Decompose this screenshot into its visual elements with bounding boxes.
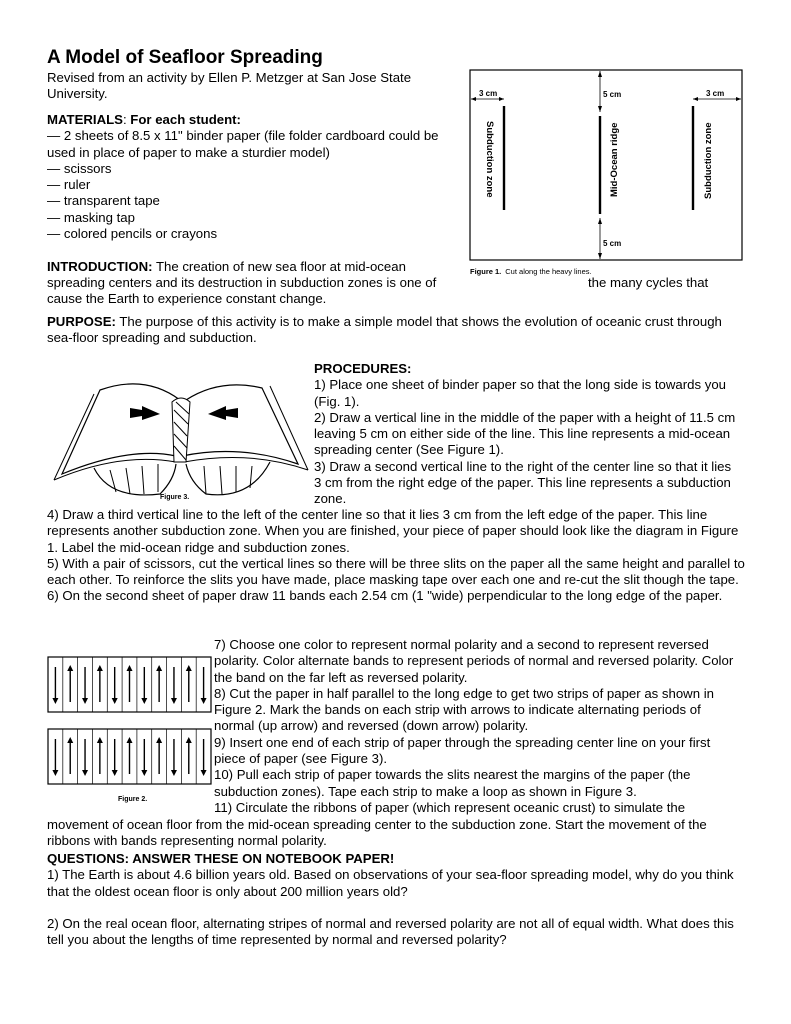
material-item: — ruler [47,177,91,193]
bottom-gap-label: 5 cm [603,239,622,248]
polarity-strip-2 [48,729,211,784]
procedures-right-lower [214,637,744,816]
procedure-step-8: 8) Cut the paper in half parallel to the long edge to get two strips of paper as shown in Figure 2. Mark the bands on each strip with arrows to indicate alternating periods of normal (up arrow) and reversed (down arrow) polarity. [214,685,714,734]
procedure-step-5: 5) With a pair of scissors, cut the vertical lines so there will be three slits on the paper all the same height and parallel to each other. To reinforce the slits you have made, place masking tape over each one and re-cut the slit though the tape. [47,555,745,588]
material-item: — masking tap [47,209,135,225]
page-title: A Model of Seafloor Spreading [47,47,323,68]
purpose-paragraph: PURPOSE: The purpose of this activity is to make a simple model that shows the evolution of oceanic crust through sea-floor spreading and subduction. [47,314,722,346]
introduction-line-4: cause the Earth to experience constant change. [47,291,327,306]
figure-2-caption: Figure 2. [118,796,148,803]
procedure-step-10: 10) Pull each strip of paper towards the slits nearest the margins of the paper (the subduction zones). Tape each strip to make a loop as shown in Figure 3. [214,767,691,799]
material-item: — scissors [47,160,112,176]
figure-2-diagram [47,655,213,790]
procedure-step-3: 3) Draw a second vertical line to the right of the center line so that it lies 3 cm from the right edge of the paper. This line represents a subduction zone. [314,458,732,507]
procedure-step-9: 9) Insert one end of each strip of paper through the spreading center line on your first piece of paper (see Figure 3). [214,734,711,767]
figure-1-caption: Figure 1. Cut along the heavy lines. [470,267,592,276]
introduction-heading: INTRODUCTION: [47,259,153,274]
right-subduction-label: Subduction zone [703,122,714,199]
procedure-step-7: 7) Choose one color to represent normal polarity and a second to represent reversed polarity. Color alternate bands to represent periods of normal and reversed polarity. Color the band on the far left as reversed polarity. [214,637,734,685]
materials-section: MATERIALS: For each student: — 2 sheets of 8.5 x 11" binder paper (file folder cardboard could be used in place of paper to make a sturdier model) — scissors — ruler — transparent tape — masking tap — colored pencils or crayons [47,112,462,242]
procedures-column [314,361,741,508]
procedure-step-11-rest: movement of ocean floor from the mid-ocean spreading center to the subduction zone. Start the movement of the ribbons with bands representing normal polarity. [47,817,707,849]
questions-heading: QUESTIONS: ANSWER THESE ON NOTEBOOK PAPER! [47,851,395,866]
material-item: — colored pencils or crayons [47,226,218,242]
figure-1-diagram [466,66,746,278]
materials-subheading: For each student: [130,112,241,127]
left-width-label: 3 cm [479,89,498,98]
figure-3-caption: Figure 3. [160,494,190,501]
question-2: 2) On the real ocean floor, alternating stripes of normal and reversed polarity are not all of equal width. What does this tell you about the lengths of time represented by normal and reversed polarity? [47,915,734,948]
polarity-strip-1 [48,657,211,712]
materials-heading: MATERIALS [47,112,123,127]
right-width-label: 3 cm [706,89,725,98]
credit-line: Revised from an activity by Ellen P. Metzger at San Jose State University. [47,70,412,102]
procedure-step-1: 1) Place one sheet of binder paper so that the long side is towards you (Fig. 1). [314,377,726,409]
procedure-step-2: 2) Draw a vertical line in the middle of the paper with a height of 11.5 cm leaving 5 cm on either side of the line. This line represents a mid-ocean spreading center (See Figure 1). [314,409,736,458]
procedures-full-width [47,507,747,605]
introduction-line-1: INTRODUCTION: The creation of new sea floor at mid-ocean [47,259,406,274]
question-1: 1) The Earth is about 4.6 billion years old. Based on observations of your sea-floor spreading model, why do you think that the oldest ocean floor is only about 200 million years old? [47,867,734,899]
figure-3-diagram [50,372,312,502]
purpose-heading: PURPOSE: [47,314,116,329]
questions-section [47,851,747,948]
introduction-line-2: spreading centers and its destruction in subduction zones is one of [47,275,437,290]
top-gap-label: 5 cm [603,90,622,99]
procedure-step-6: 6) On the second sheet of paper draw 11 bands each 2.54 cm (1 "wide) perpendicular to the long edge of the paper. [47,588,723,604]
mid-ocean-ridge-label: Mid-Ocean ridge [609,122,620,197]
introduction-line-3: the many cycles that [588,275,709,290]
material-item: — 2 sheets of 8.5 x 11" binder paper (file folder cardboard could be used in place of paper to make a sturdier model) [47,128,439,160]
procedures-heading: PROCEDURES: [314,361,412,376]
procedure-step-4: 4) Draw a third vertical line to the left of the center line so that it lies 3 cm from the left edge of the paper. This line represents another subduction zone. When you are finished, your piece of paper should look like the diagram in Figure 1. Label the mid-ocean ridge and subduction zones. [47,507,739,555]
material-item: — transparent tape [47,193,160,209]
left-subduction-label: Subduction zone [484,121,495,198]
procedure-step-11-start: 11) Circulate the ribbons of paper (which represent oceanic crust) to simulate the [214,799,686,815]
